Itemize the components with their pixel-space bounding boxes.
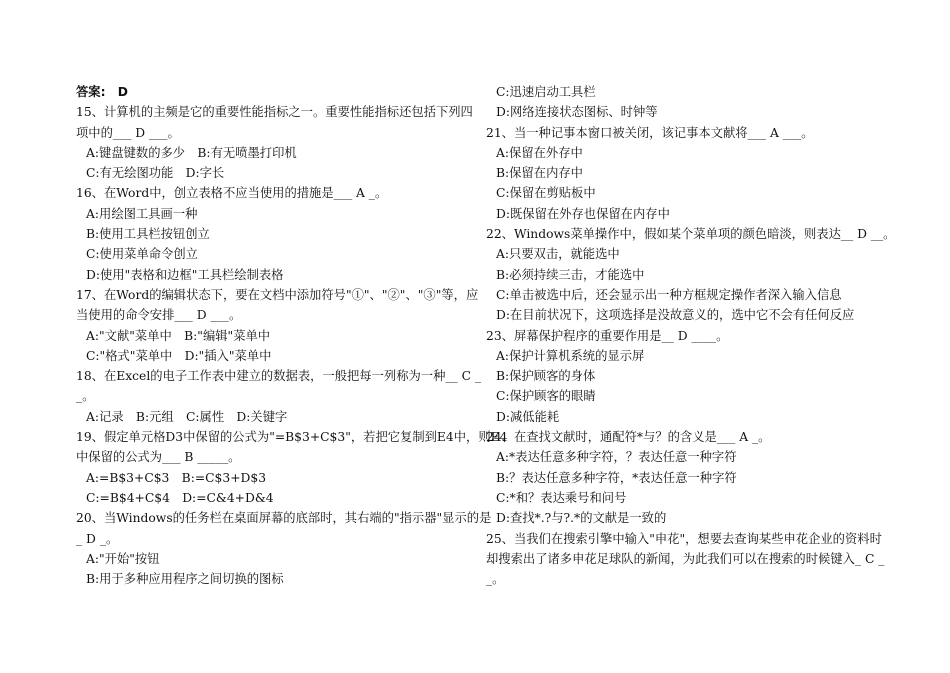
question-text-line: 20、当Windows的任务栏在桌面屏幕的底部时，其右端的"指示器"显示的是: [76, 511, 492, 526]
answer-option-line: D:网络连接状态图标、时钟等: [496, 105, 658, 120]
question-text-line: 答案: D: [76, 85, 129, 99]
question-text-line: 24、在查找文献时，通配符*与？的含义是___ A _。: [486, 430, 771, 445]
answer-option-line: B:用于多种应用程序之间切换的图标: [86, 572, 284, 587]
question-text-line: 22、Windows菜单操作中，假如某个菜单项的颜色暗淡，则表达__ D __。: [486, 227, 896, 242]
question-text-line: 25、当我们在搜索引擎中输入"申花"，想要去查询某些申花企业的资料时: [486, 531, 882, 546]
answer-option-line: A:键盘键数的多少 B:有无喷墨打印机: [86, 145, 297, 160]
answer-option-line: B:使用工具栏按钮创立: [86, 227, 210, 242]
question-text-line: 23、屏幕保护程序的重要作用是__ D ____。: [486, 328, 729, 343]
answer-option-line: D:既保留在外存也保留在内存中: [496, 206, 670, 221]
answer-option-line: B:必须持续三击，才能选中: [496, 267, 645, 282]
question-text-line: 中保留的公式为___ B _____。: [76, 450, 241, 465]
answer-option-line: B:保护顾客的身体: [496, 369, 596, 384]
answer-option-line: C:有无绘图功能 D:字长: [86, 166, 225, 181]
question-text-line: 15、计算机的主频是它的重要性能指标之一。重要性能指标还包括下列四: [76, 105, 473, 120]
answer-option-line: C:保护顾客的眼睛: [496, 389, 596, 404]
answer-option-line: D:查找*.?与?.*的文献是一致的: [496, 511, 667, 526]
answer-option-line: A:用绘图工具画一种: [86, 206, 198, 221]
answer-option-line: A:记录 B:元组 C:属性 D:关键字: [86, 409, 288, 424]
question-text-line: 当使用的命令安排___ D ___。: [76, 308, 242, 323]
answer-option-line: A:保护计算机系统的显示屏: [496, 348, 645, 363]
question-text-line: _。: [486, 572, 505, 587]
answer-option-line: A:*表达任意多种字符，？表达任意一种字符: [496, 450, 737, 465]
answer-option-line: A:只要双击，就能选中: [496, 247, 620, 262]
answer-option-line: C:*和？表达乘号和问号: [496, 490, 627, 505]
answer-option-line: C:迅速启动工具栏: [496, 85, 596, 99]
question-text-line: 项中的___ D ___。: [76, 125, 180, 140]
question-text-line: _。: [76, 389, 95, 404]
answer-option-line: B:？表达任意多种字符，*表达任意一种字符: [496, 470, 737, 485]
answer-option-line: C:单击被选中后，还会显示出一种方框规定操作者深入输入信息: [496, 287, 842, 302]
answer-option-line: D:使用"表格和边框"工具栏绘制表格: [86, 267, 284, 282]
answer-option-line: D:减低能耗: [496, 409, 560, 424]
question-text-line: 19、假定单元格D3中保留的公式为"=B$3+C$3"，若把它复制到E4中，则E4: [76, 430, 508, 445]
question-text-line: 18、在Excel的电子工作表中建立的数据表，一般把每一列称为一种__ C _: [76, 369, 482, 384]
question-text-line: 却搜索出了诸多申花足球队的新闻，为此我们可以在搜索的时候键入_ C _: [486, 551, 885, 566]
answer-option-line: C:=B$4+C$4 D:=C&4+D&4: [86, 490, 274, 505]
answer-option-line: B:保留在内存中: [496, 166, 583, 181]
answer-option-line: A:保留在外存中: [496, 145, 583, 160]
answer-option-line: C:保留在剪贴板中: [496, 186, 596, 201]
answer-option-line: C:使用菜单命令创立: [86, 247, 198, 262]
answer-option-line: A:"文献"菜单中 B:"编辑"菜单中: [86, 328, 271, 343]
question-text-line: 21、当一种记事本窗口被关闭，该记事本文献将___ A ___。: [486, 125, 814, 140]
question-text-line: 17、在Word的编辑状态下，要在文档中添加符号"①"、"②"、"③"等，应: [76, 287, 479, 302]
answer-option-line: C:"格式"菜单中 D:"插入"菜单中: [86, 348, 272, 363]
question-text-line: 16、在Word中，创立表格不应当使用的措施是___ A _。: [76, 186, 388, 201]
answer-option-line: A:"开始"按钮: [86, 551, 160, 566]
answer-option-line: D:在目前状况下，这项选择是没故意义的，选中它不会有任何反应: [496, 308, 855, 323]
left-column: [76, 82, 508, 589]
answer-option-line: A:=B$3+C$3 B:=C$3+D$3: [86, 470, 267, 485]
question-text-line: _ D _。: [76, 531, 119, 546]
right-column: [486, 82, 896, 589]
